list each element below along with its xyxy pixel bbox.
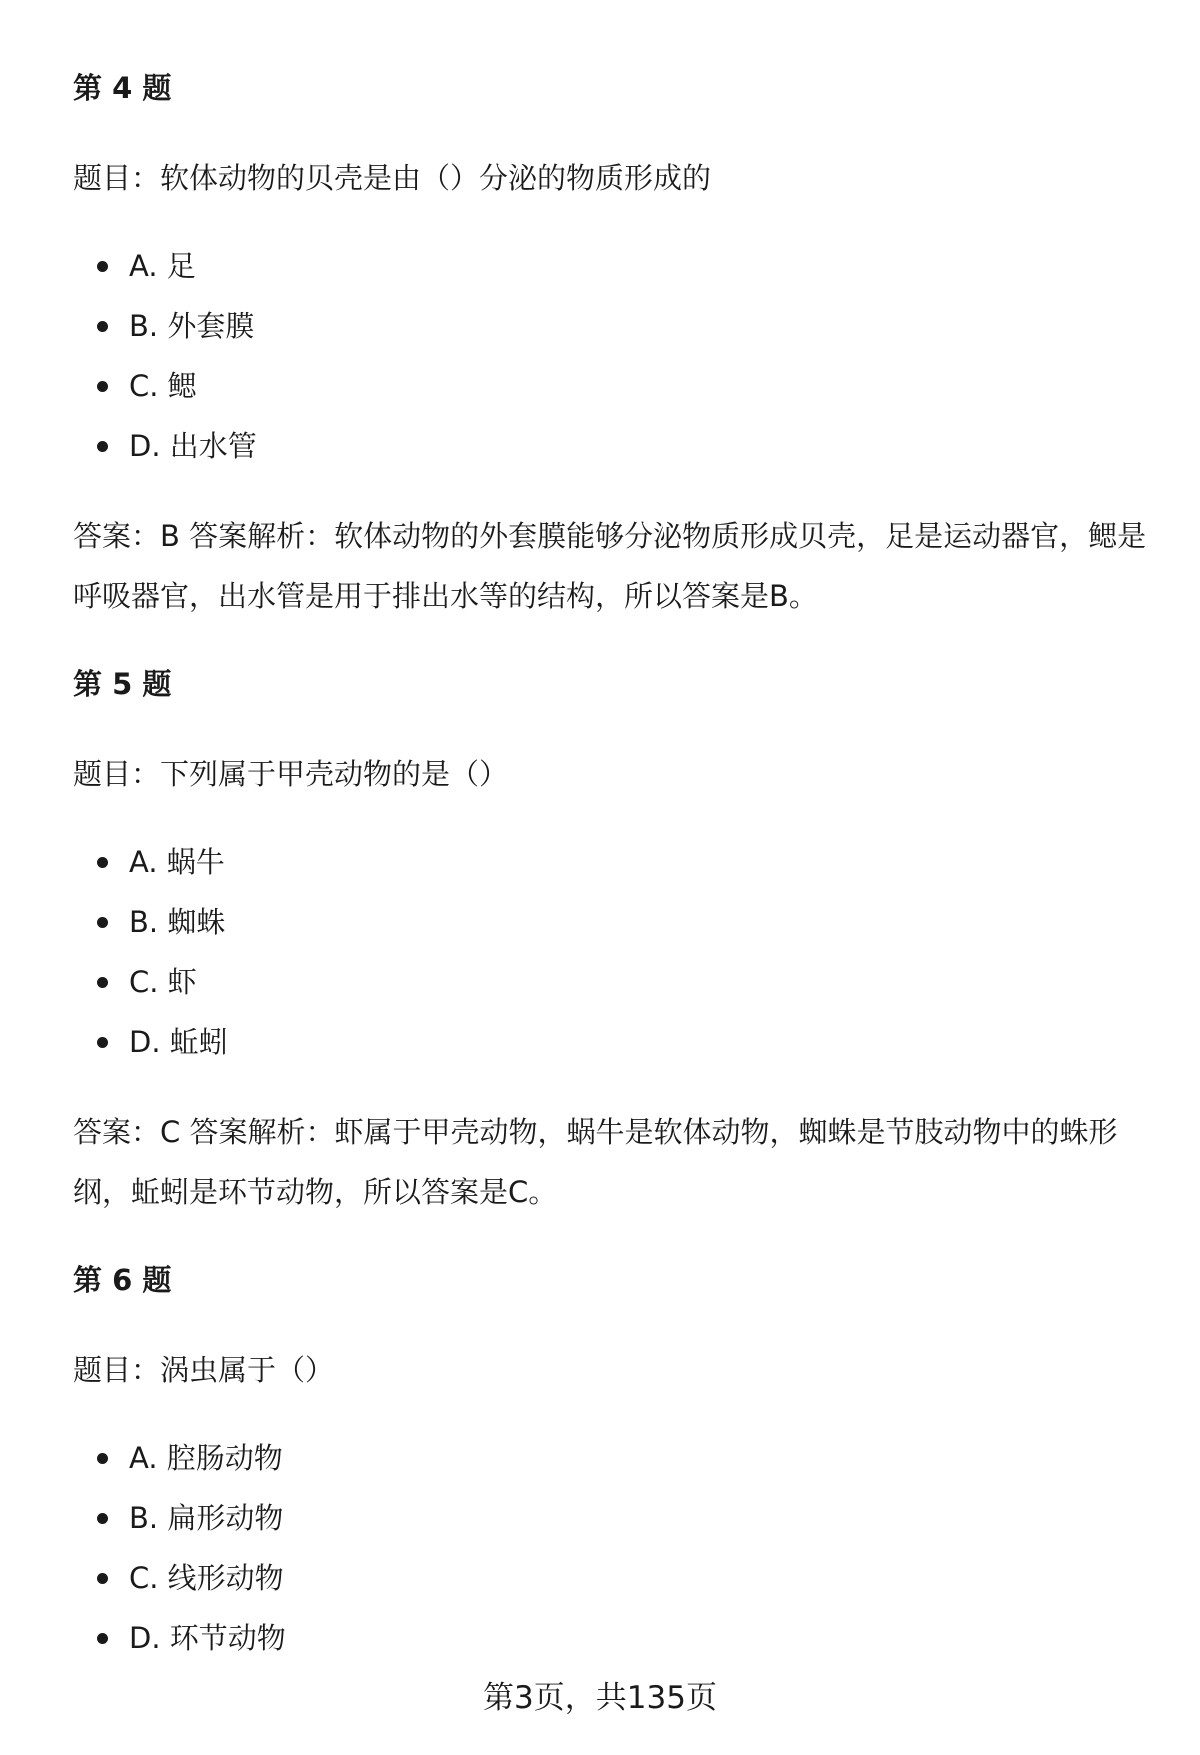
question-4-answer: 答案：B 答案解析：软体动物的外套膜能够分泌物质形成贝壳，足是运动器官，鳃是呼吸器官，出水管是用于排出水等的结构，所以答案是B。 — [73, 519, 1147, 613]
bullet-icon — [97, 441, 108, 452]
question-5-title: 第 5 题 — [73, 667, 172, 701]
question-5-stem: 题目：下列属于甲壳动物的是（） — [73, 757, 509, 791]
bullet-icon — [97, 977, 108, 988]
bullet-icon — [97, 381, 108, 392]
option-label: A. 蜗牛 — [129, 845, 225, 879]
option-label: A. 腔肠动物 — [129, 1441, 283, 1475]
bullet-icon — [97, 857, 108, 868]
option-label: D. 蚯蚓 — [129, 1025, 228, 1059]
question-6-option-a — [73, 1428, 286, 1488]
option-label: B. 蜘蛛 — [129, 905, 226, 939]
question-4-option-b — [73, 296, 257, 356]
question-4-option-c — [73, 356, 257, 416]
question-5-options — [73, 832, 228, 1072]
question-5-option-b — [73, 892, 228, 952]
bullet-icon — [97, 917, 108, 928]
option-label: A. 足 — [129, 249, 196, 283]
question-6-options — [73, 1428, 286, 1668]
page-indicator: 第3页，共135页 — [483, 1680, 717, 1716]
bullet-icon — [97, 321, 108, 332]
question-6-option-c — [73, 1548, 286, 1608]
bullet-icon — [97, 1573, 108, 1584]
question-6-stem: 题目：涡虫属于（） — [73, 1353, 335, 1387]
option-label: C. 鳃 — [129, 369, 197, 403]
option-label: B. 扁形动物 — [129, 1501, 284, 1535]
question-4-option-d — [73, 416, 257, 476]
question-4-options — [73, 236, 257, 476]
option-label: D. 出水管 — [129, 429, 257, 463]
question-4-stem: 题目：软体动物的贝壳是由（）分泌的物质形成的 — [73, 161, 712, 195]
bullet-icon — [97, 1633, 108, 1644]
question-5-option-a — [73, 832, 228, 892]
question-5-option-c — [73, 952, 228, 1012]
bullet-icon — [97, 1513, 108, 1524]
option-label: D. 环节动物 — [129, 1621, 286, 1655]
question-4-option-a — [73, 236, 257, 296]
question-5-answer: 答案：C 答案解析：虾属于甲壳动物，蜗牛是软体动物，蜘蛛是节肢动物中的蛛形纲，蚯蚓是环节动物，所以答案是C。 — [73, 1115, 1118, 1209]
question-6-option-b — [73, 1488, 286, 1548]
option-label: B. 外套膜 — [129, 309, 255, 343]
bullet-icon — [97, 1453, 108, 1464]
option-label: C. 线形动物 — [129, 1561, 284, 1595]
question-4-title: 第 4 题 — [73, 71, 172, 105]
bullet-icon — [97, 1037, 108, 1048]
question-5-option-d — [73, 1012, 228, 1072]
bullet-icon — [97, 261, 108, 272]
question-6-title: 第 6 题 — [73, 1263, 172, 1297]
option-label: C. 虾 — [129, 965, 197, 999]
question-6-option-d — [73, 1608, 286, 1668]
